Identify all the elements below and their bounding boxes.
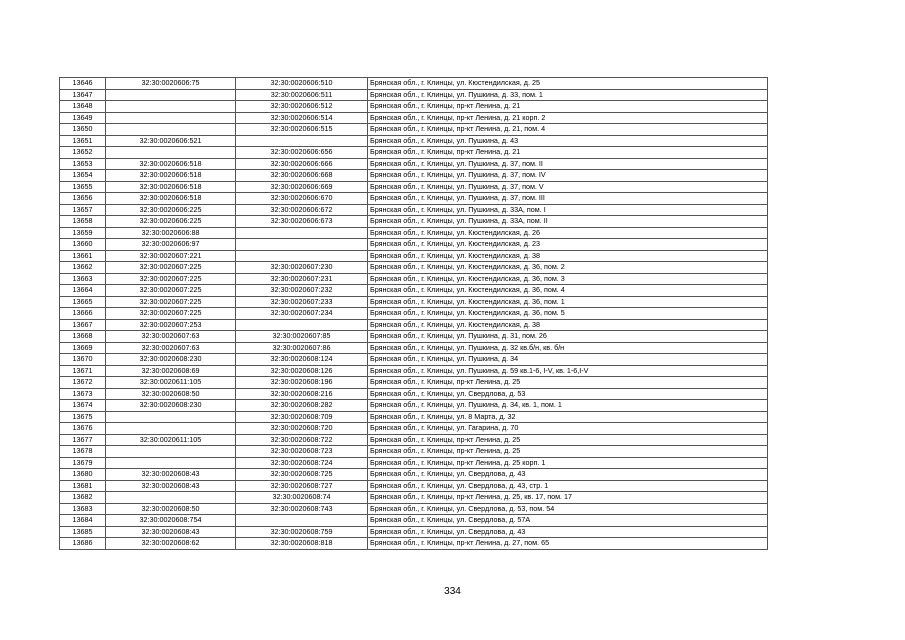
building-cadastral-number-cell: 32:30:0020608:720 (236, 423, 368, 435)
address-cell: Брянская обл., г. Клинцы, пр-кт Ленина, д. 21 корп. 2 (368, 112, 768, 124)
building-cadastral-number-cell: 32:30:0020607:230 (236, 262, 368, 274)
page-number: 334 (444, 586, 461, 597)
table-row (60, 457, 768, 469)
address-cell: Брянская обл., г. Клинцы, ул. Пушкина, д. 34, кв. 1, пом. 1 (368, 400, 768, 412)
table-row (60, 216, 768, 228)
row-number-cell: 13679 (60, 457, 106, 469)
building-cadastral-number-cell: 32:30:0020606:673 (236, 216, 368, 228)
row-number-cell: 13656 (60, 193, 106, 205)
building-cadastral-number-cell: 32:30:0020606:512 (236, 101, 368, 113)
row-number-cell: 13669 (60, 342, 106, 354)
table-row (60, 285, 768, 297)
land-cadastral-number-cell: 32:30:0020606:225 (106, 204, 236, 216)
building-cadastral-number-cell (236, 515, 368, 527)
table-row (60, 342, 768, 354)
table-row (60, 538, 768, 550)
land-cadastral-number-cell: 32:30:0020608:43 (106, 480, 236, 492)
building-cadastral-number-cell (236, 239, 368, 251)
land-cadastral-number-cell: 32:30:0020608:69 (106, 365, 236, 377)
row-number-cell: 13647 (60, 89, 106, 101)
address-cell: Брянская обл., г. Клинцы, ул. Кюстендилская, д. 36, пом. 3 (368, 273, 768, 285)
table-row (60, 388, 768, 400)
table-row (60, 308, 768, 320)
table-row (60, 262, 768, 274)
address-cell: Брянская обл., г. Клинцы, ул. Пушкина, д. 37, пом. II (368, 158, 768, 170)
building-cadastral-number-cell: 32:30:0020607:231 (236, 273, 368, 285)
row-number-cell: 13686 (60, 538, 106, 550)
land-cadastral-number-cell: 32:30:0020606:518 (106, 193, 236, 205)
building-cadastral-number-cell: 32:30:0020608:709 (236, 411, 368, 423)
row-number-cell: 13681 (60, 480, 106, 492)
land-cadastral-number-cell: 32:30:0020607:225 (106, 262, 236, 274)
address-cell: Брянская обл., г. Клинцы, ул. Кюстендилская, д. 25 (368, 78, 768, 90)
table-row (60, 181, 768, 193)
land-cadastral-number-cell: 32:30:0020608:754 (106, 515, 236, 527)
row-number-cell: 13664 (60, 285, 106, 297)
land-cadastral-number-cell: 32:30:0020607:225 (106, 308, 236, 320)
building-cadastral-number-cell: 32:30:0020608:126 (236, 365, 368, 377)
building-cadastral-number-cell: 32:30:0020606:672 (236, 204, 368, 216)
address-cell: Брянская обл., г. Клинцы, пр-кт Ленина, д. 25 (368, 377, 768, 389)
address-cell: Брянская обл., г. Клинцы, ул. Пушкина, д. 37, пом. IV (368, 170, 768, 182)
building-cadastral-number-cell: 32:30:0020608:723 (236, 446, 368, 458)
table-row (60, 296, 768, 308)
row-number-cell: 13662 (60, 262, 106, 274)
building-cadastral-number-cell: 32:30:0020608:216 (236, 388, 368, 400)
row-number-cell: 13674 (60, 400, 106, 412)
land-cadastral-number-cell: 32:30:0020606:75 (106, 78, 236, 90)
land-cadastral-number-cell: 32:30:0020611:105 (106, 377, 236, 389)
table-row (60, 400, 768, 412)
land-cadastral-number-cell: 32:30:0020611:105 (106, 434, 236, 446)
row-number-cell: 13683 (60, 503, 106, 515)
row-number-cell: 13685 (60, 526, 106, 538)
building-cadastral-number-cell: 32:30:0020607:86 (236, 342, 368, 354)
table-row (60, 227, 768, 239)
building-cadastral-number-cell: 32:30:0020606:656 (236, 147, 368, 159)
table-row (60, 331, 768, 343)
land-cadastral-number-cell (106, 89, 236, 101)
table-row (60, 239, 768, 251)
row-number-cell: 13646 (60, 78, 106, 90)
land-cadastral-number-cell (106, 112, 236, 124)
building-cadastral-number-cell: 32:30:0020608:818 (236, 538, 368, 550)
address-cell: Брянская обл., г. Клинцы, ул. Свердлова, д. 43, стр. 1 (368, 480, 768, 492)
address-cell: Брянская обл., г. Клинцы, ул. Свердлова, д. 43 (368, 526, 768, 538)
table-row (60, 135, 768, 147)
address-cell: Брянская обл., г. Клинцы, пр-кт Ленина, д. 21, пом. 4 (368, 124, 768, 136)
building-cadastral-number-cell: 32:30:0020606:666 (236, 158, 368, 170)
address-cell: Брянская обл., г. Клинцы, ул. Кюстендилская, д. 26 (368, 227, 768, 239)
row-number-cell: 13668 (60, 331, 106, 343)
land-cadastral-number-cell: 32:30:0020608:230 (106, 354, 236, 366)
address-cell: Брянская обл., г. Клинцы, ул. Кюстендилская, д. 38 (368, 250, 768, 262)
land-cadastral-number-cell: 32:30:0020608:230 (106, 400, 236, 412)
building-cadastral-number-cell (236, 135, 368, 147)
table-row (60, 354, 768, 366)
address-cell: Брянская обл., г. Клинцы, ул. Пушкина, д. 31, пом. 26 (368, 331, 768, 343)
row-number-cell: 13675 (60, 411, 106, 423)
building-cadastral-number-cell: 32:30:0020608:196 (236, 377, 368, 389)
address-cell: Брянская обл., г. Клинцы, ул. Пушкина, д. 32 кв.б/н, кв. б/н (368, 342, 768, 354)
row-number-cell: 13661 (60, 250, 106, 262)
land-cadastral-number-cell: 32:30:0020608:43 (106, 526, 236, 538)
row-number-cell: 13684 (60, 515, 106, 527)
land-cadastral-number-cell: 32:30:0020607:253 (106, 319, 236, 331)
row-number-cell: 13671 (60, 365, 106, 377)
land-cadastral-number-cell: 32:30:0020606:518 (106, 181, 236, 193)
table-row (60, 434, 768, 446)
address-cell: Брянская обл., г. Клинцы, ул. Пушкина, д. 33А, пом. I (368, 204, 768, 216)
row-number-cell: 13677 (60, 434, 106, 446)
address-cell: Брянская обл., г. Клинцы, ул. Свердлова, д. 57А (368, 515, 768, 527)
address-cell: Брянская обл., г. Клинцы, ул. Кюстендилская, д. 36, пом. 5 (368, 308, 768, 320)
building-cadastral-number-cell: 32:30:0020606:670 (236, 193, 368, 205)
building-cadastral-number-cell (236, 250, 368, 262)
row-number-cell: 13663 (60, 273, 106, 285)
row-number-cell: 13667 (60, 319, 106, 331)
table-row (60, 193, 768, 205)
land-cadastral-number-cell: 32:30:0020606:97 (106, 239, 236, 251)
row-number-cell: 13680 (60, 469, 106, 481)
table-row (60, 446, 768, 458)
address-cell: Брянская обл., г. Клинцы, ул. Кюстендилская, д. 23 (368, 239, 768, 251)
address-cell: Брянская обл., г. Клинцы, ул. Пушкина, д. 43 (368, 135, 768, 147)
building-cadastral-number-cell: 32:30:0020607:233 (236, 296, 368, 308)
table-row (60, 480, 768, 492)
building-cadastral-number-cell: 32:30:0020608:724 (236, 457, 368, 469)
table-row (60, 101, 768, 113)
land-cadastral-number-cell: 32:30:0020608:43 (106, 469, 236, 481)
row-number-cell: 13658 (60, 216, 106, 228)
table-row (60, 515, 768, 527)
row-number-cell: 13655 (60, 181, 106, 193)
address-cell: Брянская обл., г. Клинцы, пр-кт Ленина, д. 25, кв. 17, пом. 17 (368, 492, 768, 504)
land-cadastral-number-cell (106, 101, 236, 113)
building-cadastral-number-cell: 32:30:0020608:743 (236, 503, 368, 515)
cadastral-registry-table (59, 77, 768, 550)
row-number-cell: 13666 (60, 308, 106, 320)
building-cadastral-number-cell: 32:30:0020608:727 (236, 480, 368, 492)
table-row (60, 112, 768, 124)
address-cell: Брянская обл., г. Клинцы, ул. Кюстендилская, д. 36, пом. 2 (368, 262, 768, 274)
address-cell: Брянская обл., г. Клинцы, ул. Пушкина, д. 33А, пом. II (368, 216, 768, 228)
land-cadastral-number-cell: 32:30:0020607:225 (106, 296, 236, 308)
address-cell: Брянская обл., г. Клинцы, ул. Свердлова, д. 43 (368, 469, 768, 481)
address-cell: Брянская обл., г. Клинцы, ул. Пушкина, д. 37, пом. V (368, 181, 768, 193)
land-cadastral-number-cell: 32:30:0020607:225 (106, 273, 236, 285)
building-cadastral-number-cell: 32:30:0020608:282 (236, 400, 368, 412)
table-row (60, 492, 768, 504)
building-cadastral-number-cell: 32:30:0020606:668 (236, 170, 368, 182)
land-cadastral-number-cell (106, 147, 236, 159)
address-cell: Брянская обл., г. Клинцы, пр-кт Ленина, д. 25 корп. 1 (368, 457, 768, 469)
address-cell: Брянская обл., г. Клинцы, ул. Кюстендилская, д. 36, пом. 1 (368, 296, 768, 308)
land-cadastral-number-cell: 32:30:0020607:63 (106, 342, 236, 354)
land-cadastral-number-cell: 32:30:0020606:521 (106, 135, 236, 147)
address-cell: Брянская обл., г. Клинцы, ул. Свердлова, д. 53 (368, 388, 768, 400)
land-cadastral-number-cell: 32:30:0020608:50 (106, 388, 236, 400)
table-row (60, 526, 768, 538)
address-cell: Брянская обл., г. Клинцы, ул. Кюстендилская, д. 38 (368, 319, 768, 331)
address-cell: Брянская обл., г. Клинцы, ул. Пушкина, д. 37, пом. III (368, 193, 768, 205)
row-number-cell: 13657 (60, 204, 106, 216)
land-cadastral-number-cell: 32:30:0020606:518 (106, 170, 236, 182)
row-number-cell: 13670 (60, 354, 106, 366)
row-number-cell: 13682 (60, 492, 106, 504)
table-row (60, 423, 768, 435)
row-number-cell: 13651 (60, 135, 106, 147)
table-row (60, 147, 768, 159)
table-row (60, 204, 768, 216)
table-row (60, 170, 768, 182)
building-cadastral-number-cell: 32:30:0020607:234 (236, 308, 368, 320)
land-cadastral-number-cell: 32:30:0020608:62 (106, 538, 236, 550)
registry-table-body (60, 78, 768, 550)
table-row (60, 89, 768, 101)
row-number-cell: 13660 (60, 239, 106, 251)
building-cadastral-number-cell: 32:30:0020606:515 (236, 124, 368, 136)
address-cell: Брянская обл., г. Клинцы, ул. Кюстендилская, д. 36, пом. 4 (368, 285, 768, 297)
address-cell: Брянская обл., г. Клинцы, пр-кт Ленина, д. 21 (368, 101, 768, 113)
address-cell: Брянская обл., г. Клинцы, пр-кт Ленина, д. 25 (368, 434, 768, 446)
table-row (60, 469, 768, 481)
land-cadastral-number-cell: 32:30:0020608:50 (106, 503, 236, 515)
table-row (60, 365, 768, 377)
building-cadastral-number-cell (236, 319, 368, 331)
land-cadastral-number-cell: 32:30:0020606:88 (106, 227, 236, 239)
row-number-cell: 13673 (60, 388, 106, 400)
address-cell: Брянская обл., г. Клинцы, пр-кт Ленина, д. 27, пом. 65 (368, 538, 768, 550)
land-cadastral-number-cell: 32:30:0020607:63 (106, 331, 236, 343)
row-number-cell: 13654 (60, 170, 106, 182)
row-number-cell: 13678 (60, 446, 106, 458)
table-row (60, 411, 768, 423)
row-number-cell: 13659 (60, 227, 106, 239)
land-cadastral-number-cell: 32:30:0020607:225 (106, 285, 236, 297)
row-number-cell: 13649 (60, 112, 106, 124)
table-row (60, 273, 768, 285)
building-cadastral-number-cell: 32:30:0020608:74 (236, 492, 368, 504)
table-row (60, 78, 768, 90)
row-number-cell: 13676 (60, 423, 106, 435)
land-cadastral-number-cell (106, 124, 236, 136)
address-cell: Брянская обл., г. Клинцы, ул. Пушкина, д. 59 кв.1-6, I-V, кв. 1-6,I-V (368, 365, 768, 377)
row-number-cell: 13650 (60, 124, 106, 136)
land-cadastral-number-cell: 32:30:0020607:221 (106, 250, 236, 262)
building-cadastral-number-cell: 32:30:0020608:124 (236, 354, 368, 366)
building-cadastral-number-cell: 32:30:0020606:511 (236, 89, 368, 101)
building-cadastral-number-cell: 32:30:0020607:85 (236, 331, 368, 343)
land-cadastral-number-cell (106, 411, 236, 423)
building-cadastral-number-cell: 32:30:0020606:514 (236, 112, 368, 124)
land-cadastral-number-cell (106, 423, 236, 435)
table-row (60, 158, 768, 170)
table-row (60, 319, 768, 331)
building-cadastral-number-cell: 32:30:0020608:722 (236, 434, 368, 446)
table-row (60, 124, 768, 136)
building-cadastral-number-cell (236, 227, 368, 239)
table-row (60, 377, 768, 389)
address-cell: Брянская обл., г. Клинцы, ул. Пушкина, д. 33, пом. 1 (368, 89, 768, 101)
address-cell: Брянская обл., г. Клинцы, ул. 8 Марта, д. 32 (368, 411, 768, 423)
building-cadastral-number-cell: 32:30:0020608:725 (236, 469, 368, 481)
address-cell: Брянская обл., г. Клинцы, пр-кт Ленина, д. 21 (368, 147, 768, 159)
table-row (60, 250, 768, 262)
land-cadastral-number-cell (106, 446, 236, 458)
row-number-cell: 13652 (60, 147, 106, 159)
land-cadastral-number-cell: 32:30:0020606:518 (106, 158, 236, 170)
row-number-cell: 13672 (60, 377, 106, 389)
row-number-cell: 13665 (60, 296, 106, 308)
table-row (60, 503, 768, 515)
building-cadastral-number-cell: 32:30:0020608:759 (236, 526, 368, 538)
building-cadastral-number-cell: 32:30:0020607:232 (236, 285, 368, 297)
land-cadastral-number-cell: 32:30:0020606:225 (106, 216, 236, 228)
building-cadastral-number-cell: 32:30:0020606:669 (236, 181, 368, 193)
address-cell: Брянская обл., г. Клинцы, ул. Пушкина, д. 34 (368, 354, 768, 366)
row-number-cell: 13648 (60, 101, 106, 113)
land-cadastral-number-cell (106, 492, 236, 504)
address-cell: Брянская обл., г. Клинцы, ул. Свердлова, д. 53, пом. 54 (368, 503, 768, 515)
row-number-cell: 13653 (60, 158, 106, 170)
building-cadastral-number-cell: 32:30:0020606:510 (236, 78, 368, 90)
address-cell: Брянская обл., г. Клинцы, ул. Гагарина, д. 70 (368, 423, 768, 435)
address-cell: Брянская обл., г. Клинцы, пр-кт Ленина, д. 25 (368, 446, 768, 458)
land-cadastral-number-cell (106, 457, 236, 469)
